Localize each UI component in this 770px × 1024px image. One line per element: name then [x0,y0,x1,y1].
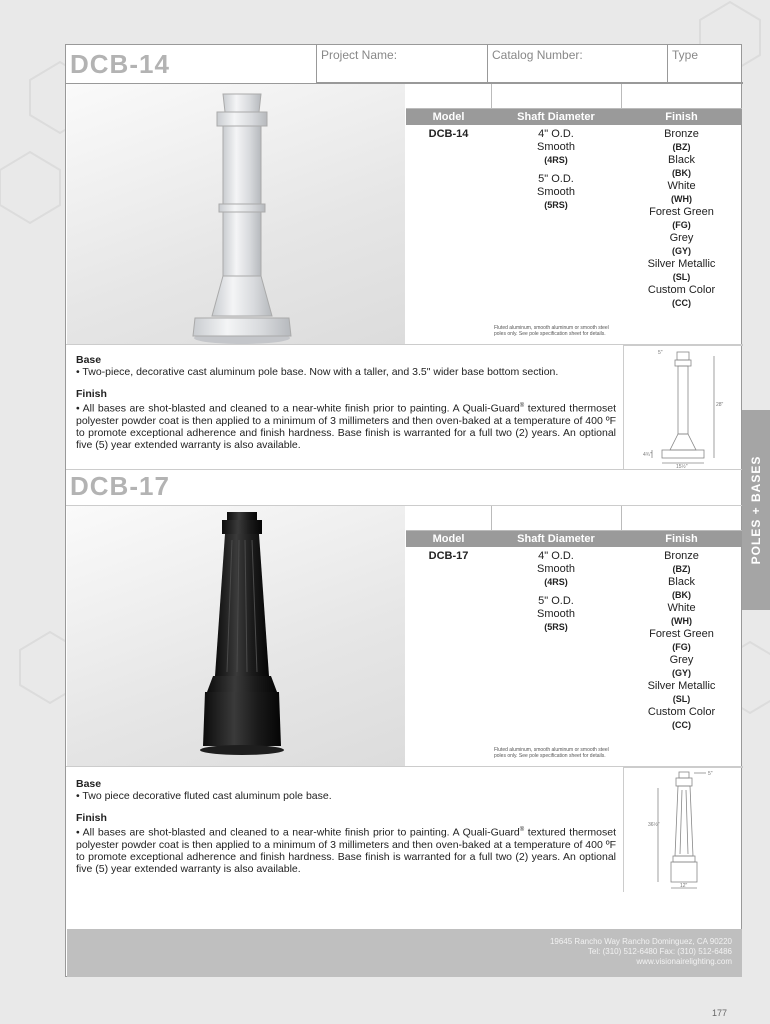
finish-code: (SL) [672,272,691,282]
shaft-code: (5RS) [544,622,568,632]
model-value: DCB-17 [428,550,469,562]
finish-name: White [667,602,696,614]
finish-code: (WH) [671,616,692,626]
finish-code: (CC) [672,720,691,730]
dcb17-spec-table [406,506,742,759]
finish-heading: Finish [76,388,107,400]
shaft-size: 4" O.D. [538,550,574,562]
finish-name: White [667,180,696,192]
base-text: • Two piece decorative fluted cast aluminum pole base. [76,790,332,802]
finish-name: Black [668,154,695,166]
finish-code: (FG) [672,220,691,230]
footer-phone: Tel: (310) 512-6480 Fax: (310) 512-6486 [587,947,732,956]
finish-code: (SL) [672,694,691,704]
finish-name: Custom Color [647,284,716,296]
dcb14-photo [67,84,405,344]
section-tab[interactable] [742,410,770,610]
finish-code: (BK) [672,168,691,178]
dim-top: 5" [708,771,713,777]
shaft-code: (4RS) [544,577,568,587]
dim-height: 28" [716,402,724,408]
finish-name: Forest Green [649,628,714,640]
model-value: DCB-14 [428,128,469,140]
shaft-size: 4" O.D. [538,128,574,140]
shaft-size: 5" O.D. [538,595,574,607]
catalog-number-label: Catalog Number: [492,48,583,62]
shaft-code: (5RS) [544,200,568,210]
shaft-desc: Smooth [537,608,575,620]
finish-name: Black [668,576,695,588]
finish-text: • All bases are shot-blasted and cleaned to a near-white finish prior to painting. A Quali-Guard® textured thermoset polyester powder coat is then applied to a minimum of 3 millimeters and then oven-baked at a temperature of 400 ºF to promote exceptional adherence and finish hardness. Base finish is warranted for a full two (2) years. An optional five (5) year extended warranty is also available. [76,826,616,875]
finish-name: Silver Metallic [647,680,716,692]
dcb17-base-illustration [67,506,405,766]
finish-name: Silver Metallic [647,258,716,270]
finish-name: Forest Green [649,206,714,218]
finish-text: • All bases are shot-blasted and cleaned to a near-white finish prior to painting. A Quali-Guard® textured thermoset polyester powder coat is then applied to a minimum of 3 millimeters and then oven-baked at a temperature of 400 ºF to promote exceptional adherence and finish hardness. Base finish is warranted for a full two (2) years. An optional five (5) year extended warranty is also available. [76,402,616,451]
product-title-dcb14: DCB-14 [70,49,170,79]
dcb14-description [76,354,616,451]
base-heading: Base [76,354,102,366]
finish-code: (BK) [672,590,691,600]
base-heading: Base [76,778,102,790]
dcb14-base-illustration [67,84,405,344]
dcb17-description [76,778,616,875]
finish-code: (FG) [672,642,691,652]
spec-sheet [65,44,742,977]
catalog-number-field[interactable] [488,45,668,83]
finish-name: Bronze [664,128,699,140]
dim-top: 5" [658,350,663,356]
finish-code: (WH) [671,194,692,204]
dcb14-dimension-drawing [623,345,743,470]
finish-code: (CC) [672,298,691,308]
shaft-size: 5" O.D. [538,173,574,185]
dcb17-dimension-drawing [623,767,743,892]
shaft-desc: Smooth [537,186,575,198]
finish-code: (GY) [672,246,691,256]
finish-name: Grey [669,232,694,244]
col-header-shaft: Shaft Diameter [517,111,595,123]
page-number: 177 [712,1008,728,1018]
col-header-shaft: Shaft Diameter [517,533,595,545]
finish-code: (BZ) [672,564,691,574]
dim-width: 12" [680,883,688,889]
shaft-desc: Smooth [537,141,575,153]
footer-address: 19645 Rancho Way Rancho Dominguez, CA 90220 [549,937,732,946]
shaft-code: (4RS) [544,155,568,165]
col-header-finish: Finish [665,533,698,545]
pole-note-line: Fluted aluminum, smooth aluminum or smooth steel [494,747,609,753]
project-name-label: Project Name: [321,48,398,62]
project-name-field[interactable] [316,45,488,83]
pole-note-line: Fluted aluminum, smooth aluminum or smooth steel [494,325,609,331]
shaft-desc: Smooth [537,563,575,575]
dcb17-photo [67,506,405,766]
dim-height: 36½" [648,822,660,828]
type-field[interactable] [668,45,743,83]
dcb14-spec-table [406,84,742,337]
footer-web[interactable]: www.visionairelighting.com [636,957,732,966]
col-header-model: Model [432,533,465,545]
finish-heading: Finish [76,812,107,824]
finish-code: (GY) [672,668,691,678]
dim-width: 15½" [676,464,688,470]
pole-note-line: poles only. See pole specification sheet for details. [494,331,606,337]
base-text: • Two-piece, decorative cast aluminum pole base. Now with a taller, and 3.5" wider base bottom section. [76,366,559,378]
section-tab-label: POLES + BASES [749,455,763,565]
footer-bar [67,929,742,977]
finish-code: (BZ) [672,142,691,152]
dim-bottom: 4¾" [643,452,652,458]
pole-note-line: poles only. See pole specification sheet for details. [494,753,606,759]
col-header-finish: Finish [665,111,698,123]
finish-name: Grey [669,654,694,666]
type-label: Type [672,48,699,62]
finish-name: Bronze [664,550,699,562]
product-title-dcb17: DCB-17 [70,471,170,501]
col-header-model: Model [432,111,465,123]
finish-name: Custom Color [647,706,716,718]
